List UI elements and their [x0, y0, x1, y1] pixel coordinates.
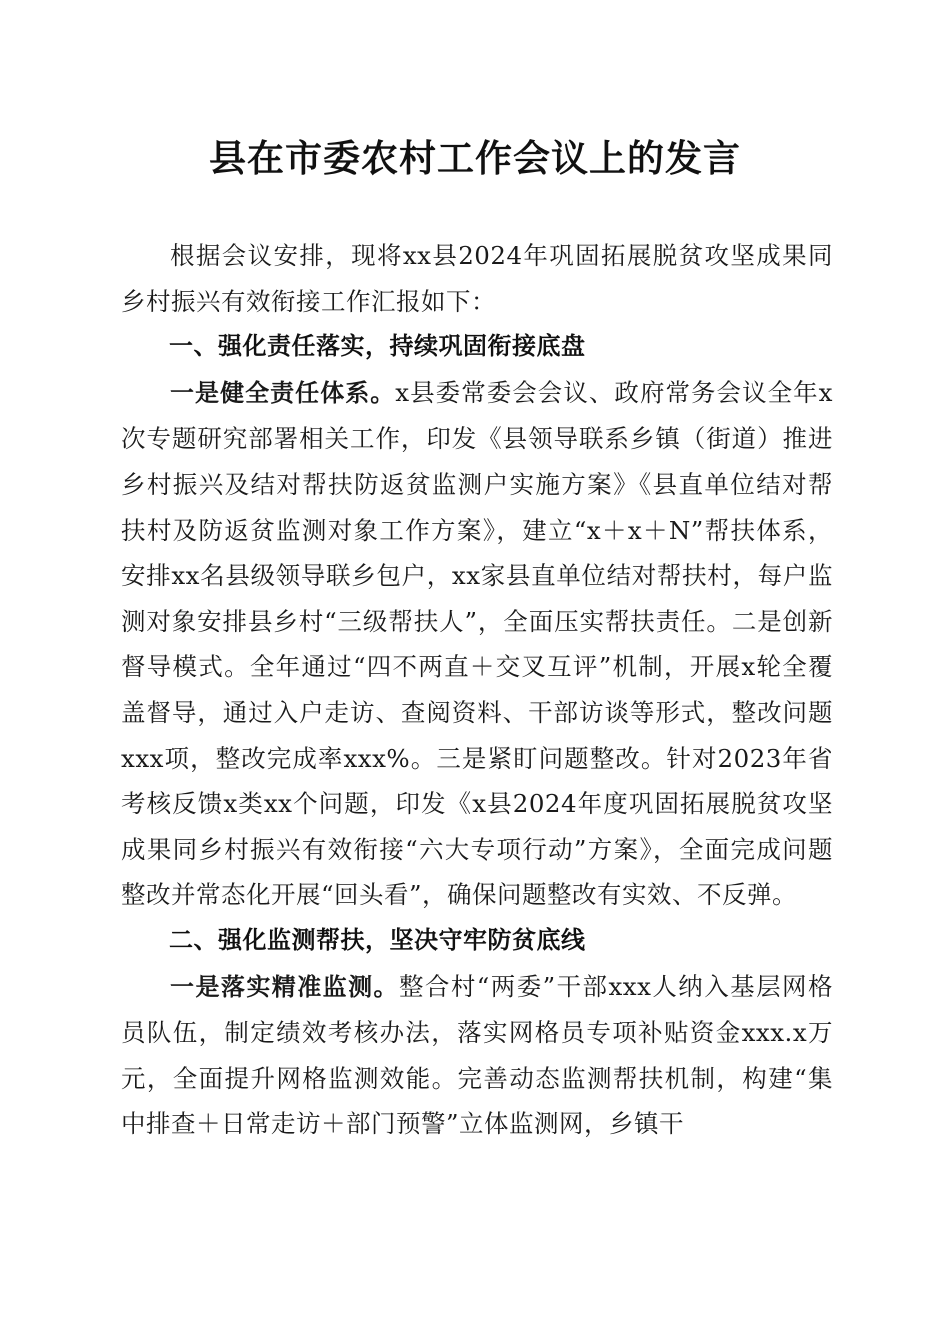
section-1-lead: 一是健全责任体系。 [170, 378, 396, 407]
document-title: 县在市委农村工作会议上的发言 [209, 136, 741, 180]
intro-paragraph: 根据会议安排，现将xx县2024年巩固拓展脱贫攻坚成果同乡村振兴有效衔接工作汇报如下： [121, 241, 833, 316]
section-2-lead: 一是落实精准监测。 [170, 972, 399, 1001]
section-2-heading: 二、强化监测帮扶，坚决守牢防贫底线 [169, 925, 586, 954]
section-1-text: x县委常委会会议、政府常务会议全年x次专题研究部署相关工作，印发《县领导联系乡镇（街道）推进乡村振兴及结对帮扶防返贫监测户实施方案》《县直单位结对帮扶村及防返贫监测对象工作方案》，建立“x＋x＋N”帮扶体系，安排xx名县级领导联乡包户，xx家县直单位结对帮扶村，每户监测对象安排县乡村“三级帮扶人”，全面压实帮扶责任。二是创新督导模式。全年通过“四不两直＋交叉互评”机制，开展x轮全覆盖督导，通过入户走访、查阅资料、干部访谈等形式，整改问题xxx项，整改完成率xxx%。三是紧盯问题整改。针对2023年省考核反馈x类xx个问题，印发《x县2024年度巩固拓展脱贫攻坚成果同乡村振兴有效衔接“六大专项行动”方案》，全面完成问题整改并常态化开展“回头看”，确保问题整改有实效、不反弹。 [121, 377, 833, 910]
document-body [121, 233, 833, 1147]
section-2-paragraph [121, 964, 833, 1147]
section-1-paragraph [121, 370, 833, 918]
section-1-heading: 一、强化责任落实，持续巩固衔接底盘 [169, 332, 586, 361]
section-2-text: 整合村“两委”干部xxx人纳入基层网格员队伍，制定绩效考核办法，落实网格员专项补贴资金xxx.x万元，全面提升网格监测效能。完善动态监测帮扶机制，构建“集中排查＋日常走访＋部门预警”立体监测网，乡镇干 [121, 971, 833, 1139]
